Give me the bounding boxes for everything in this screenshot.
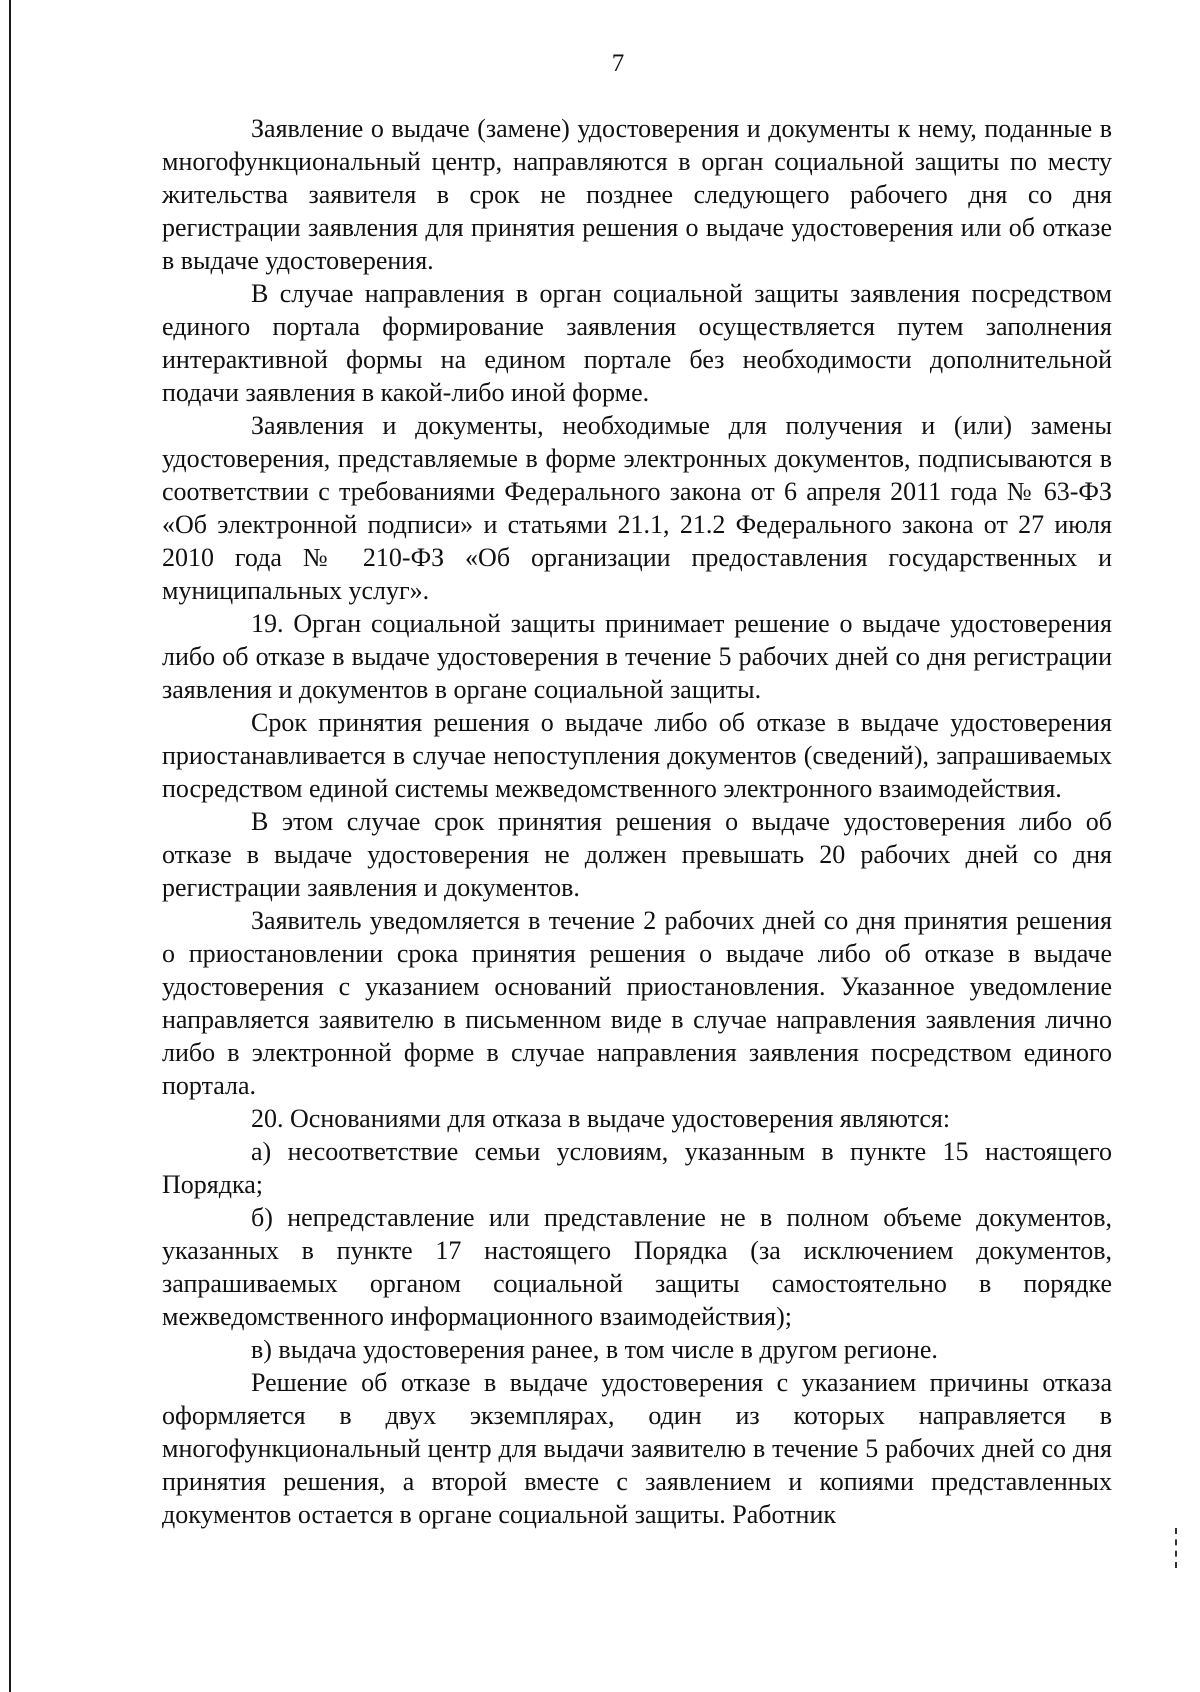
paragraph: Заявления и документы, необходимые для получения и (или) замены удостоверения, представляемые в форме электронных документов, подписываются в соответствии с требованиями Федерального закона от 6 апреля 2011 года № 63-ФЗ «Об электронной подписи» и статьями 21.1, 21.2 Федерального закона от 27 июля 2010 года № 210-ФЗ «Об организации предоставления государственных и муниципальных услуг».: [162, 411, 1112, 605]
margin-mark: [1175, 1528, 1179, 1568]
list-item: а) несоответствие семьи условиям, указанным в пункте 15 настоящего Порядка;: [162, 1137, 1112, 1199]
paragraph: 19. Орган социальной защиты принимает решение о выдаче удостоверения либо об отказе в выдаче удостоверения в течение 5 рабочих дней со дня регистрации заявления и документов в органе социальной защиты.: [162, 609, 1112, 704]
scan-edge-line: [9, 0, 11, 1692]
paragraph: Решение об отказе в выдаче удостоверения с указанием причины отказа оформляется в двух экземплярах, один из которых направляется в многофункциональный центр для выдачи заявителю в течение 5 рабочих дней со дня принятия решения, а второй вместе с заявлением и копиями представленных документов остается в органе социальной защиты. Работник: [162, 1368, 1112, 1529]
paragraph: 20. Основаниями для отказа в выдаче удостоверения являются:: [251, 1104, 951, 1133]
paragraph: Срок принятия решения о выдаче либо об отказе в выдаче удостоверения приостанавливается в случае непоступления документов (сведений), запрашиваемых посредством единой системы межведомственного электронного взаимодействия.: [162, 708, 1112, 803]
paragraph: Заявитель уведомляется в течение 2 рабочих дней со дня принятия решения о приостановлении срока принятия решения о выдаче либо об отказе в выдаче удостоверения с указанием оснований приостановления. Указанное уведомление направляется заявителю в письменном виде в случае направления заявления лично либо в электронной форме в случае направления заявления посредством единого портала.: [162, 906, 1112, 1100]
paragraph: В этом случае срок принятия решения о выдаче удостоверения либо об отказе в выдаче удостоверения не должен превышать 20 рабочих дней со дня регистрации заявления и документов.: [162, 807, 1112, 902]
paragraph: В случае направления в орган социальной защиты заявления посредством единого портала формирование заявления осуществляется путем заполнения интерактивной формы на едином портале без необходимости дополнительной подачи заявления в какой-либо иной форме.: [162, 279, 1112, 407]
list-item: б) непредставление или представление не в полном объеме документов, указанных в пункте 17 настоящего Порядка (за исключением документов, запрашиваемых органом социальной защиты самостоятельно в порядке межведомственного информационного взаимодействия);: [162, 1203, 1112, 1331]
list-item: в) выдача удостоверения ранее, в том числе в другом регионе.: [251, 1335, 938, 1364]
page-number: 7: [611, 50, 625, 77]
document-body: [162, 112, 1112, 1531]
paragraph: Заявление о выдаче (замене) удостоверения и документы к нему, поданные в многофункциональный центр, направляются в орган социальной защиты по месту жительства заявителя в срок не позднее следующего рабочего дня со дня регистрации заявления для принятия решения о выдаче удостоверения или об отказе в выдаче удостоверения.: [162, 114, 1112, 275]
